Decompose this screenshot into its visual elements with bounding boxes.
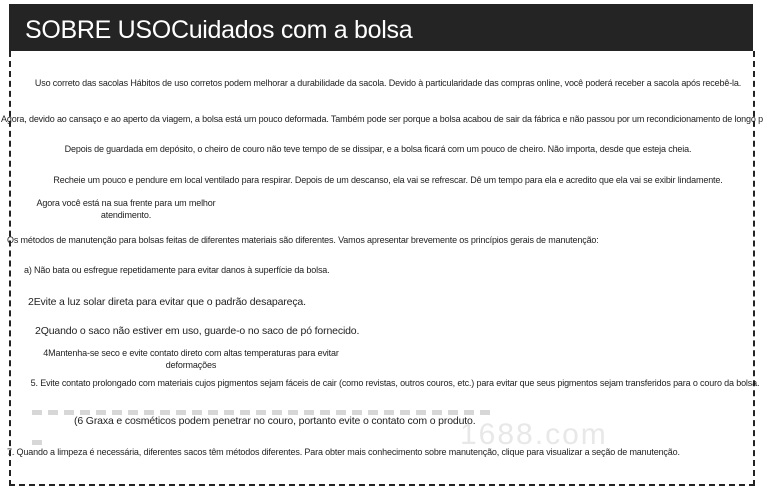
list-item-keep-dry: 4Mantenha-se seco e evite contato direto com altas temperaturas para evitar deformações [43,348,339,370]
section-title: SOBRE USOCuidados com a bolsa [25,16,413,44]
list-item-dust-bag: 2Quando o saco não estiver em uso, guarde-o no saco de pó fornecido. [35,325,360,337]
paragraph-leather-smell: Depois de guardada em depósito, o cheiro de couro não teve tempo de se dissipar, e a bolsa ficará com um pouco de cheiro. Não importa, desde que esteja cheia. [64,144,692,154]
paragraph-deformed-bag: Agora, devido ao cansaço e ao aperto da viagem, a bolsa está um pouco deformada. Também pode ser porque a bolsa acabou de sair da fábrica e não passou por um recondicionamento de longo p [1,114,763,124]
paragraph-ventilate: Recheie um pouco e pendure em local ventilado para respirar. Depois de um descanso, ela vai se refrescar. Dê um tempo para ela e acredito que ela vai se exibir lindamente. [53,175,723,185]
list-item-grease-cosmetics: (6 Graxa e cosméticos podem penetrar no couro, portanto evite o contato com o produto. [74,415,476,427]
watermark-text: 1688.com [460,418,608,451]
faded-line [32,440,44,445]
list-item-no-rubbing: a) Não bata ou esfregue repetidamente para evitar danos à superfície da bolsa. [24,265,330,275]
list-item-cleaning-methods: 7. Quando a limpeza é necessária, diferentes sacos têm métodos diferentes. Para obter mais conhecimento sobre manutenção, clique para visualizar a seção de manutenção. [7,447,680,457]
section-header [9,4,753,51]
list-item-avoid-sunlight: 2Evite a luz solar direta para evitar que o padrão desapareça. [28,296,306,308]
list-item-pigment-contact: 5. Evite contato prolongado com materiais cujos pigmentos sejam fáceis de cair (como revistas, outros couros, etc.) para evitar que seus pigmentos sejam transferidos para o couro da bolsa. [30,378,760,388]
paragraph-better-service: Agora você está na sua frente para um melhor atendimento. [36,198,216,220]
paragraph-usage-intro: Uso correto das sacolas Hábitos de uso corretos podem melhorar a durabilidade da sacola. Devido à particularidade das compras online, você poderá receber a sacola após recebê-la. [34,78,742,88]
paragraph-maintenance-intro: Os métodos de manutenção para bolsas feitas de diferentes materiais são diferentes. Vamos apresentar brevemente os princípios gerais de manutenção: [7,235,599,245]
